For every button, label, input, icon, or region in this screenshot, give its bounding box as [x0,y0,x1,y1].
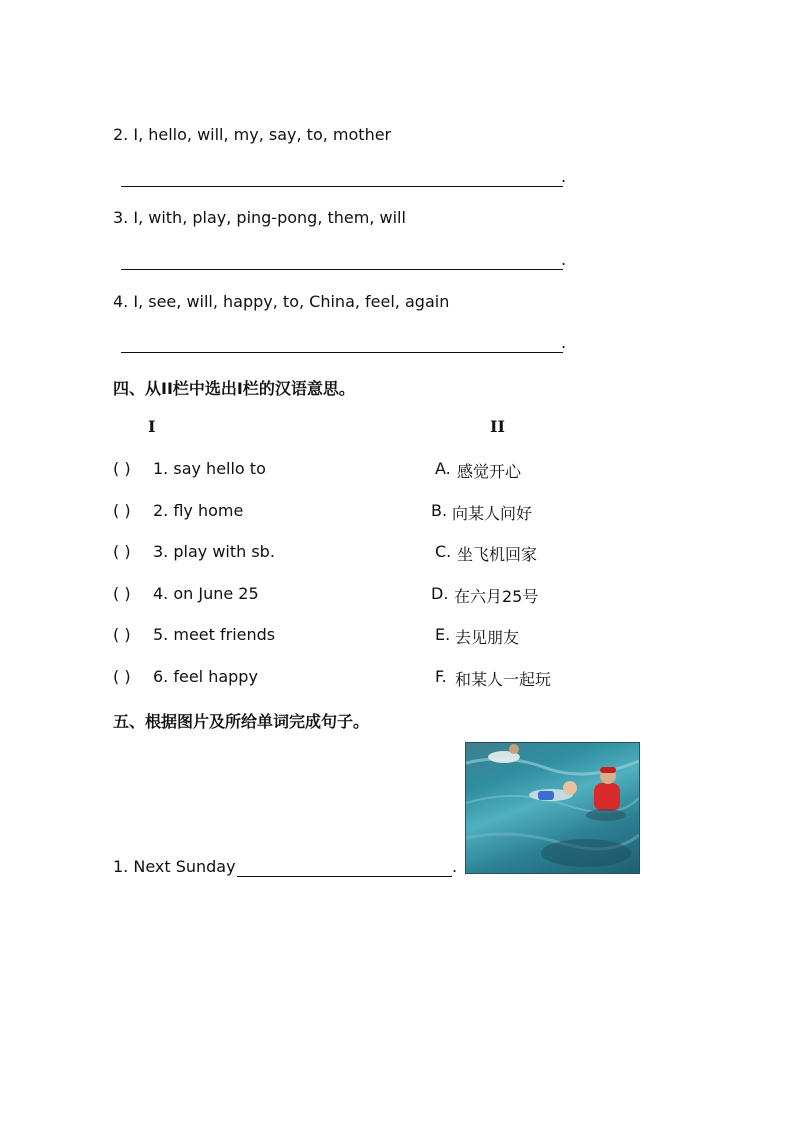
answer-blank-5[interactable]: ( ) [113,625,131,644]
match-item-1: 1. say hello to [153,459,266,478]
answer-period-2: . [561,167,567,186]
section4-title: 四、从II栏中选出I栏的汉语意思。 [113,379,355,398]
option-meaning-d: 在六月25号 [454,587,539,606]
option-meaning-b: 向某人问好 [452,504,533,523]
option-letter-a: A. [435,459,451,478]
swimming-pool-photo [465,742,640,874]
picture-answer-line-1[interactable] [237,876,452,877]
option-letter-d: D. [431,584,449,603]
option-letter-f: F. [435,667,447,686]
answer-blank-3[interactable]: ( ) [113,542,131,561]
photo-illustration [466,743,639,873]
column-header-i: I [148,417,156,436]
match-item-5: 5. meet friends [153,625,276,644]
match-item-2: 2. fly home [153,501,244,520]
picture-answer-period-1: . [452,857,458,876]
answer-blank-4[interactable]: ( ) [113,584,131,603]
option-meaning-c: 坐飞机回家 [457,545,538,564]
column-header-ii: II [490,417,505,436]
answer-period-4: . [561,333,567,352]
match-item-3: 3. play with sb. [153,542,275,561]
option-meaning-f: 和某人一起玩 [455,670,552,689]
option-letter-c: C. [435,542,452,561]
answer-blank-2[interactable]: ( ) [113,501,131,520]
sentence-prompt-3: 3. I, with, play, ping-pong, them, will [113,208,406,227]
option-meaning-e: 去见朋友 [455,628,520,647]
answer-line-2[interactable] [121,186,563,187]
picture-sentence-1: 1. Next Sunday [113,857,236,876]
option-meaning-a: 感觉开心 [457,462,522,481]
answer-blank-1[interactable]: ( ) [113,459,131,478]
answer-period-3: . [561,250,567,269]
answer-line-3[interactable] [121,269,563,270]
option-letter-e: E. [435,625,451,644]
answer-blank-6[interactable]: ( ) [113,667,131,686]
sentence-prompt-2: 2. I, hello, will, my, say, to, mother [113,125,392,144]
option-letter-b: B. [431,501,448,520]
answer-line-4[interactable] [121,352,563,353]
match-item-6: 6. feel happy [153,667,258,686]
section5-title: 五、根据图片及所给单词完成句子。 [113,712,370,731]
match-item-4: 4. on June 25 [153,584,259,603]
sentence-prompt-4: 4. I, see, will, happy, to, China, feel, again [113,292,450,311]
